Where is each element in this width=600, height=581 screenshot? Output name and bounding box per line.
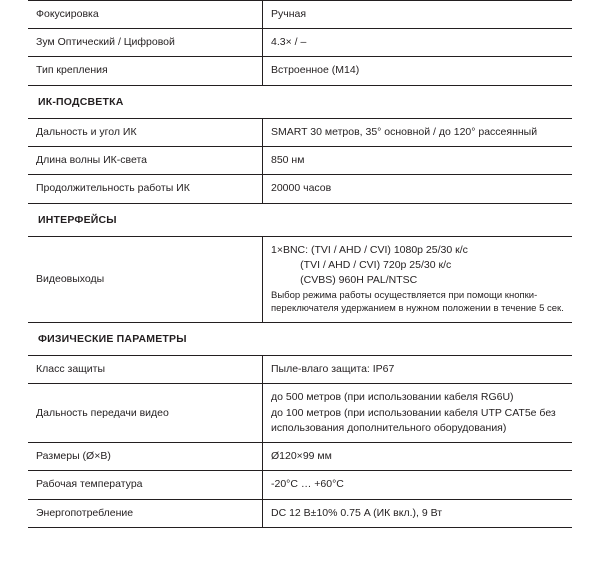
- row-label: Дальность и угол ИК: [28, 118, 263, 146]
- row-value: Ручная: [263, 1, 573, 29]
- table-row: [28, 236, 572, 322]
- row-label: Фокусировка: [28, 1, 263, 29]
- table-row: [28, 147, 572, 175]
- row-value-line: (CVBS) 960H PAL/NTSC: [271, 274, 418, 287]
- table-row: [28, 29, 572, 57]
- row-label: Длина волны ИК-света: [28, 147, 263, 175]
- row-value: Пыле-влаго защита: IP67: [263, 356, 573, 384]
- table-row: [28, 1, 572, 29]
- row-value-line: (TVI / AHD / CVI) 720p 25/30 к/с: [271, 258, 452, 271]
- row-label: Размеры (Ø×В): [28, 443, 263, 471]
- row-value: -20°C … +60°C: [263, 471, 573, 499]
- section-header-row: [28, 85, 572, 118]
- row-label: Класс защиты: [28, 356, 263, 384]
- row-value: SMART 30 метров, 35° основной / до 120° рассеянный: [263, 118, 573, 146]
- row-label: Зум Оптический / Цифровой: [28, 29, 263, 57]
- table-row: [28, 499, 572, 527]
- row-value: 20000 часов: [263, 175, 573, 203]
- table-row: [28, 471, 572, 499]
- row-value: Ø120×99 мм: [263, 443, 573, 471]
- table-body: [28, 1, 572, 528]
- row-value: 4.3× / –: [263, 29, 573, 57]
- row-value-line: до 100 метров (при использовании кабеля UTP CAT5e без: [271, 406, 556, 419]
- row-value-line: 1×BNC: (TVI / AHD / CVI) 1080p 25/30 к/с: [271, 243, 468, 256]
- row-value-line: до 500 метров (при использовании кабеля RG6U): [271, 391, 514, 404]
- row-value-line: использования дополнительного оборудования): [271, 421, 507, 434]
- table-row: [28, 443, 572, 471]
- row-label: Продолжительность работы ИК: [28, 175, 263, 203]
- row-value: [263, 236, 573, 322]
- section-header-row: [28, 323, 572, 356]
- row-value: DC 12 В±10% 0.75 A (ИК вкл.), 9 Вт: [263, 499, 573, 527]
- table-row: [28, 118, 572, 146]
- section-title: ФИЗИЧЕСКИЕ ПАРАМЕТРЫ: [28, 323, 572, 356]
- table-row: [28, 384, 572, 443]
- section-title: ИК-ПОДСВЕТКА: [28, 85, 572, 118]
- row-label: Видеовыходы: [28, 236, 263, 322]
- table-row: [28, 57, 572, 85]
- row-value-lines: [271, 390, 564, 436]
- section-title: ИНТЕРФЕЙСЫ: [28, 203, 572, 236]
- row-label: Тип крепления: [28, 57, 263, 85]
- row-label: Энергопотребление: [28, 499, 263, 527]
- row-value-lines: [271, 243, 564, 289]
- row-value: Встроенное (М14): [263, 57, 573, 85]
- table-row: [28, 175, 572, 203]
- row-value: [263, 384, 573, 443]
- row-value-note: Выбор режима работы осуществляется при помощи кнопки-переключателя удержанием в нужном положении в течение 5 сек.: [271, 290, 564, 315]
- specifications-table: [28, 0, 572, 528]
- row-label: Дальность передачи видео: [28, 384, 263, 443]
- table-row: [28, 356, 572, 384]
- row-label: Рабочая температура: [28, 471, 263, 499]
- section-header-row: [28, 203, 572, 236]
- row-value: 850 нм: [263, 147, 573, 175]
